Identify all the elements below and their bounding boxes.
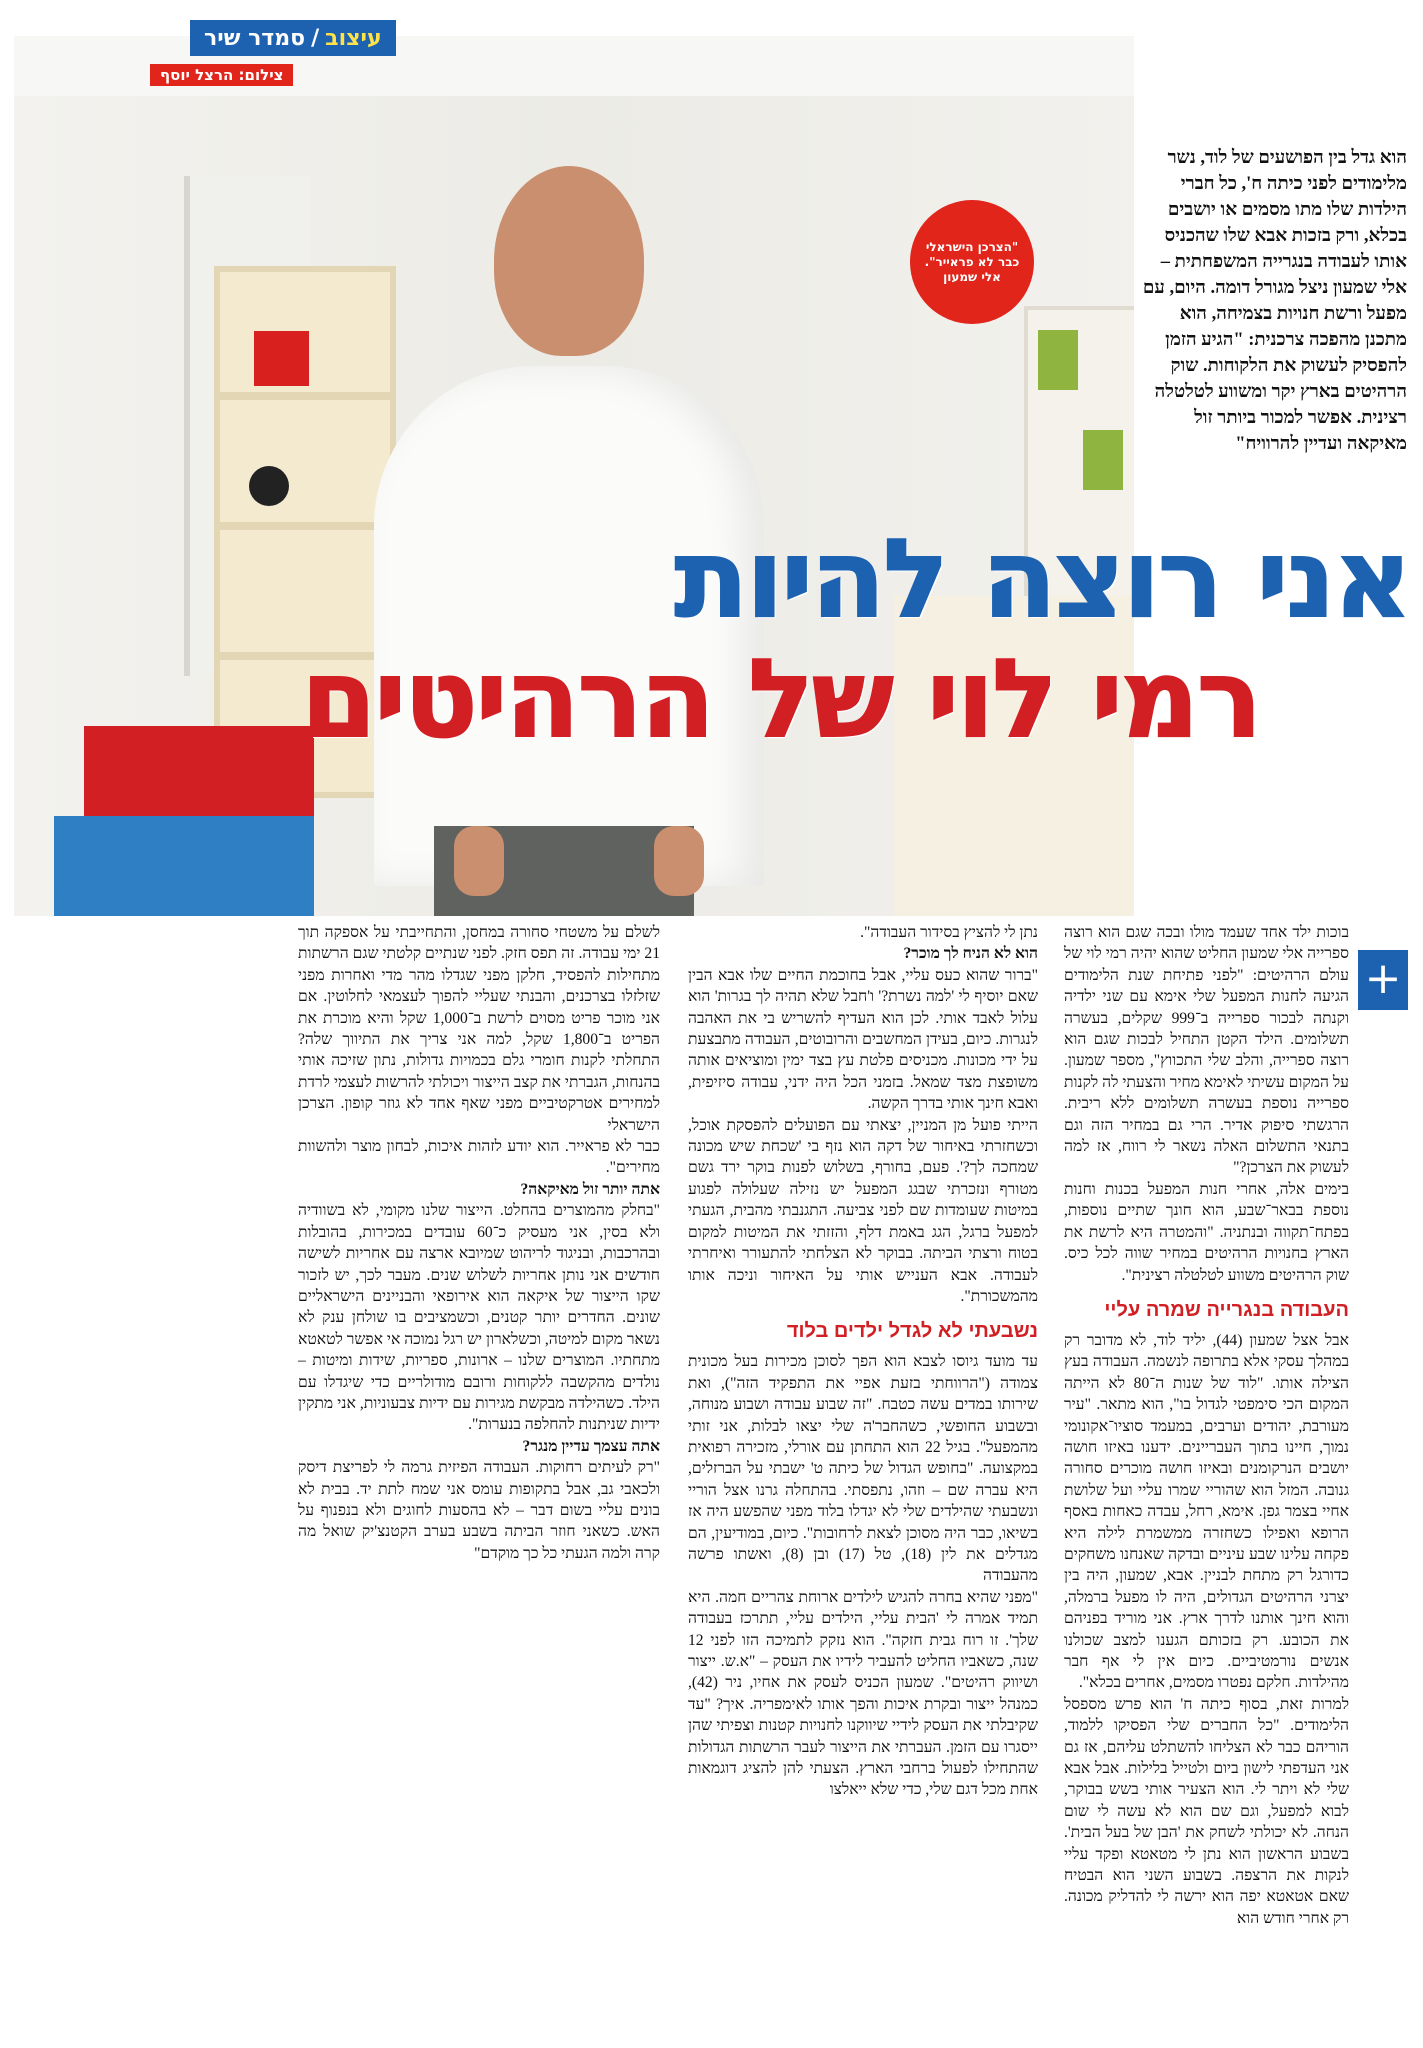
section-header [190,20,396,56]
author-name: סמדר שיר [204,25,306,51]
col1-paragraph-2: בימים אלה, אחרי חנות המפעל בכנות וחנות נוספת בבאר־שבע, הוא חונך שתיים נוספות, בפתח־תקווה ובנתניה. "והמטרה היא לרשת את הארץ בחנויות הרהיטים במחיר שווה לכל כיס. שוק הרהיטים משווע לטלטלה רצינית". [1064,1180,1349,1284]
col2-paragraph-5: "מפני שהיא בחרה להגיש לילדים ארוחת צהריים חמה. היא תמיד אמרה לי 'הבית עליי, הילדים עליי, תתרכז בעבודה שלך'. זו רוח גבית חזקה". הוא נזקק לתמיכה הזו לפני 12 שנה, כשאביו החליט להעביר לידיו את העסק – "א.ש. ייצור ושיווק רהיטים". שמעון הכניס לעסק את אחיו, ניר (42), כמנהל ייצור ובקרת איכות והפך אותו לאימפריה. איך? "עד שקיבלתי את העסק לידיי שיווקנו לחנויות קטנות וצפיתי שהן ייסגרו עם הזמן. העברתי את הייצור לעבר הרשתות הגדולות שהתחילו לפעול ברחבי הארץ. הצעתי להן להציג דוגמאות אחת מכל דגם שלי, כדי שלא ייאלצו [688,1588,1038,1799]
col2-paragraph-2: "ברור שהוא כעס עליי, אבל בחוכמת החיים שלו אבא הבין שאם יוסיף לי 'למה נשרת?' ו'חבל שלא תהיה לך בגרות' הוא עלול לאבד אותי. לכן הוא העדיף להשריש בי את האהבה לנגרות. כיום, בעידן המחשבים והרובוטים, העבודה מתבצעת על ידי מכונות. מכניסים פלטת עץ בצד ימין ומוציאים אותה משופצת מצד שמאל. בזמני הכל היה ידני, עבודה סיזיפית, ואבא חינך אותי בדרך הקשה. [688,966,1038,1113]
article-column-1 [1064,922,1349,1929]
col3-paragraph-2: כבר לא פראייר. הוא יודע לזהות איכות, לבחון מוצר ולהשוות מחירים". [298,1138,660,1177]
section-name: עיצוב [325,25,382,51]
col3-question-2: אתה עצמך עדיין מנגר? [522,1437,660,1455]
col1-paragraph-1: בוכות ילד אחד שעמד מולו ובכה שגם הוא רוצה ספרייה אלי שמעון החליט שהוא יהיה רמי לוי של עולם הרהיטים: "לפני פתיחת שנת הלימודים הגיעה לחנות המפעל שלי אימא עם שני ילדיה וקנתה לבכור ספרייה ב־999 שקלים, בעשרה תשלומים. הילד הקטן התחיל לבכות שגם הוא רוצה ספרייה, והלב שלי התכווץ", מספר שמעון. על המקום עשיתי לאימא מחיר והצעתי לה לקנות ספרייה נוספת בעשרה תשלומים ללא ריבית. הרגשתי סיפוק אדיר. הרי גם במחיר הזה וגם בתנאי התשלום האלה נשאר לי רווח, אז למה לעשוק את הצרכן?" [1064,924,1349,1177]
plus-icon: + [1358,950,1408,1010]
article-column-3 [298,922,660,1564]
col2-paragraph-4: עד מועד גיוסו לצבא הוא הפך לסוכן מכירות בעל מכונית צמודה ("הרווחתי בזעת אפיי את התפקיד הזה"), ואת שירותו במדים עשה כטבח. "זה שבוע עבודה ושבוע מנוחה, ובשבוע החופשי, כשהחבר'ה שלי יצאו לבלות, אני זותי מהמפעל". בגיל 22 הוא התחתן עם אורלי, מזכירה רפואית במקצועה. "בחופש הגדול של כיתה ט' ישבתי על הברזלים, היא עברה שם – וזהו, נתפסתי. בהתחלה גרנו אצל הוריי ונשבעתי שהילדים שלי לא יגדלו בלוד מפני שהפשע היה אז בשיאו, כבר היה מסוכן לצאת לרחובות". כיום, במודיעין, הם מגדלים את לין (18), טל (17) ובן (8), ואשתו פרשה מהעבודה [688,1353,1039,1585]
photo-credit: צילום: הרצל יוסף [150,64,293,86]
photo-plant [249,466,289,506]
col2-paragraph-3: הייתי פועל מן המניין, יצאתי עם הפועלים להפסקת אוכל, וכשחזרתי באיחור של דקה הוא נזף בי 'שכחת שיש מכונה שמחכה לך?'. פעם, בחורף, בשלוש לפנות בוקר ירד גשם מטורף ונזכרתי שבגג המפעל יש נזילה שעלולה לפגוע במיטות שעומדות שם לפני צביעה. התגנבתי מהבית, הגעתי למפעל ברגל, הגג באמת דלף, והזזתי את המיטות למקום בטוח ורצתי הביתה. בבוקר לא הצלחתי להתעורר ואיחרתי לעבודה. אבא הענייש אותי על האיחור וניכה אותו מהמשכורת". [688,1116,1038,1305]
col3-paragraph-3: "בחלק מהמוצרים בהחלט. הייצור שלנו מקומי, לא בשוודיה ולא בסין, אני מעסיק כ־60 עובדים במכירות, בהובלות ובהרכבות, ובניגוד לריהוט שמיובא ארצה עם אחריות לשישה חודשים אני נותן אחריות לשלוש שנים. מעבר לכך, יש לזכור שקו הייצור של איקאה הוא אירופאי והבניינים הישראליים שונים. החדרים יותר קטנים, וכשמציבים בו שולחן ענק לא נשאר מקום למיטה, וכשלארון יש רגל נמוכה אי אפשר לטאטא מתחתיו. המוצרים שלנו – ארונות, ספריות, שידות ומיטות – נולדים מהקשבה ללקוחות ורובם מודולריים כדי שיגדלו עם הילד. כשהילדה מבקשת מגירות עם ידיות צבעוניות, אני מתקין ידיות שניתנות להחלפה בנערות". [297,1202,660,1434]
photo-red-box [254,331,309,386]
photo-right-hand [654,826,704,896]
col1-paragraph-3: אבל אצל שמעון (44), יליד לוד, לא מדובר רק במהלך עסקי אלא בתרופה לנשמה. העבודה בעץ הצילה אותו. "לוד של שנות ה־80 לא הייתה המקום הכי סימפטי לגדול בו", הוא מתאר. "עיר מעורבת, יהודים וערבים, במעמד סוציו־אקונומי נמוך, חיינו בתוך העבריינים. ידענו באיזו חושה יושבים הנרקומנים ובאיזו חושה מוכרים סחורה גנובה. המזל הוא שהוריי שמרו עליי ועל שלושת אחיי בצמר גפן. אימא, רחל, עבדה כאחות באסף הרופא ואפילו כשחזרה ממשמרת לילה היא פקחה עלינו שבע עיניים ובדקה שאנחנו משחקים כדורגל רק מתחת לבניין. אבא, שמעון, היה בין יצרני הרהיטים הגדולים, היה לו מפעל ברמלה, והוא חינך אותנו לדרך ארץ. אני מוריד בפניהם את הכובע. רק בזכותם הגענו למצב שכולנו אנשים נורמטיביים. כיום אין לי אף חבר מהילדות. חלקם נפטרו מסמים, אחרים בכלא". [1064,1331,1350,1692]
col1-paragraph-4: למרות זאת, בסוף כיתה ח' הוא פרש מספסל הלימודים. "כל החברים שלי הפסיקו ללמוד, הוריהם כבר לא הצליחו להשתלט עליהם, אז גם אני העדפתי לישון ביום ולטייל בלילות. אבל אבא שלי לא ויתר לי. הוא הצעיר אותי בשש בבוקר, לבוא למפעל, וגם שם הוא לא עשה לי שום הנחה. לא יכולתי לשחק את 'הבן של בעל הבית'. בשבוע הראשון הוא נתן לי מטאטא ופקד עליי לנקות את הרצפה. בשבוע השני הוא הבטיח שאם אטאטא יפה הוא ירשה לי להדליק מכונה. רק אחרי חודש הוא [1064,1695,1349,1927]
photo-blue-drawer [54,816,314,916]
photo-person-head [494,166,644,356]
col3-paragraph-1: לשלם על משטחי סחורה במחסן, והתחייבתי על אספקה תוך 21 ימי עבודה. זה תפס חזק. לפני שנתיים קלטתי שגם הרשתות מתחילות להפסיד, חלקן מפני שגדלו מהר מדי ואחרות מפני שזלזלו בצרכנים, והבנתי שעליי להפוך לעצמאי לחלוטין. אם אני מוכר פריט מסוים לרשת ב־1,000 שקל והיא מוכרת את הפריט ב־1,800 שקל, למה אני צריך את התיווך שלה? התחלתי לקנות חומרי גלם בכמויות גדולות, נתון שזיכה אותי בהנחות, הגברתי את קצב הייצור ויכולתי להרשות לעצמי לרדת למחירים אטרקטיביים מפני שאף אחד לא גוזר קופון. הצרכן הישראלי [298,924,661,1134]
col2-paragraph-1: נתן לי להציץ בסידור העבודה". [860,924,1038,941]
col3-question-1: אתה יותר זול מאיקאה? [520,1180,660,1198]
intro-text: הוא גדל בין הפושעים של לוד, נשר מלימודים לפני כיתה ח', כל חברי הילדות שלו מתו מסמים או יושבים בכלא, ורק בזכות אבא שלו שהכניס אותו לעבודה בנגרייה המשפחתית – אלי שמעון ניצל מגורל דומה. היום, עם מפעל ורשת חנויות בצמיחה, הוא מתכנן מהפכה צרכנית: "הגיע הזמן להפסיק לעשוק את הלקוחות. שוק הרהיטים בארץ יקר ומשווע לטלטלה רצינית. אפשר למכור ביותר זול מאיקאה ועדיין להרוויח" [1142,148,1407,454]
photo-left-hand [454,826,504,896]
photo-caption-badge: "הצרכן הישראלי כבר לא פראייר". אלי שמעון [910,200,1034,324]
headline-line-1: אני רוצה להיות [674,517,1410,642]
col2-question-1: הוא לא הניח לך מוכר? [903,945,1038,963]
header-separator: / [311,25,320,51]
col2-subheading: נשבעתי לא לגדל ילדים בלוד [786,1320,1038,1343]
article-column-2 [688,922,1038,1801]
main-photo [14,36,1134,916]
headline-line-2: רמי לוי של הרהיטים [301,637,1260,762]
col3-paragraph-4: "רק לעיתים רחוקות. העבודה הפיזית גרמה לי לפריצת דיסק ולכאבי גב, אבל בתקופות עומס אני שמח לתת יד. בבית לא בונים עליי בשום דבר – לא בהסעות לחוגים ולא בנפנוף על האש. כשאני חוזר הביתה בשבע בערב הקטנצ'יק שואל מה קרה ולמה הגעתי כל כך מוקדם" [298,1459,660,1562]
col1-subheading: העבודה בנגרייה שמרה עליי [1104,1298,1349,1321]
